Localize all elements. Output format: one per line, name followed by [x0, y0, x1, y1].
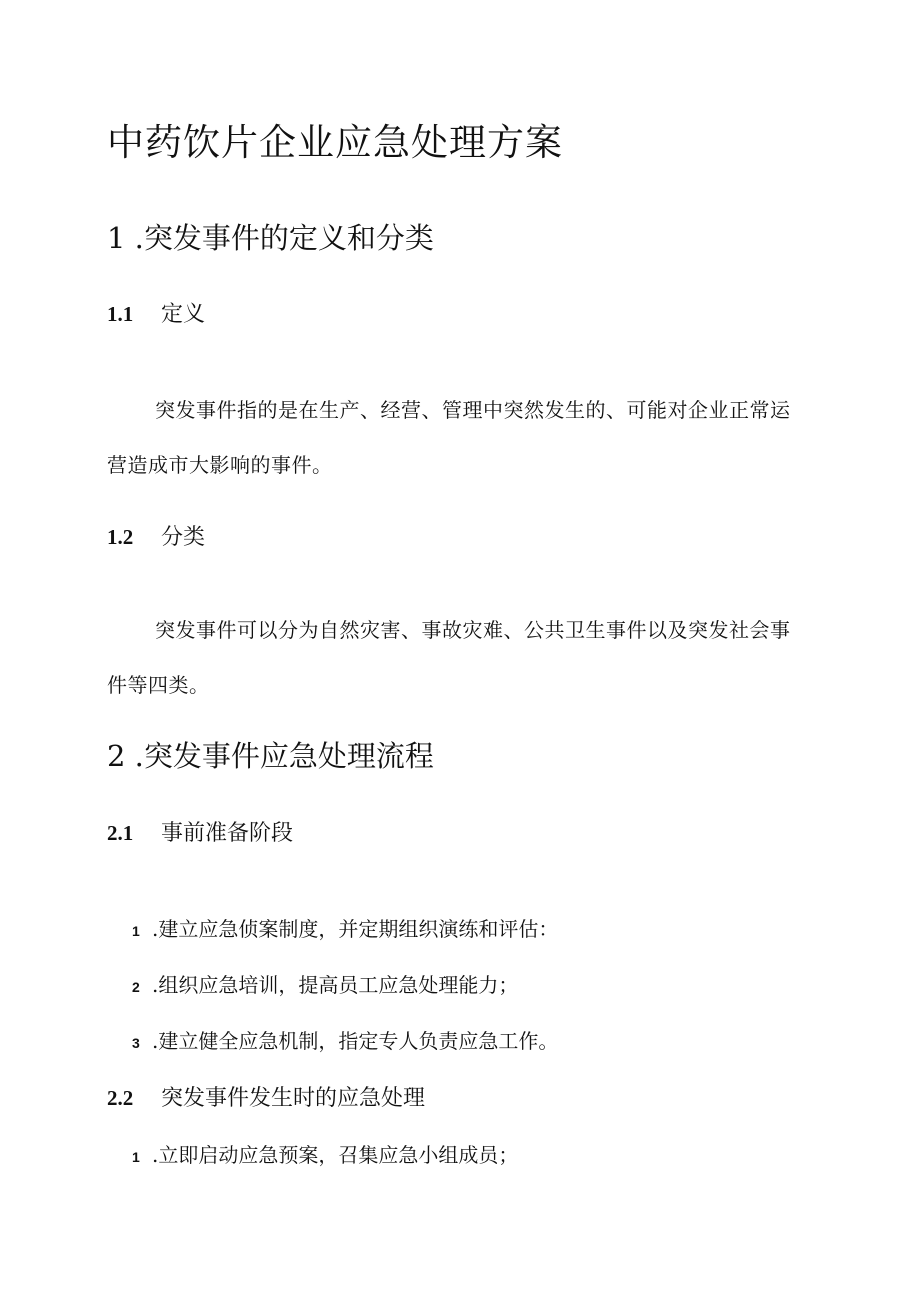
- subsection-number: 1.1: [107, 302, 134, 326]
- subsection-heading-2-1: [107, 816, 293, 847]
- section-heading-1: 1 .突发事件的定义和分类: [107, 221, 434, 255]
- list-item-text: .立即启动应急预案，召集应急小组成员；: [152, 1143, 519, 1167]
- list-item-number: 1: [132, 923, 140, 939]
- list-item-number: 3: [132, 1035, 140, 1051]
- subsection-title: 突发事件发生时的应急处理: [161, 1086, 426, 1111]
- list-item-number: 1: [132, 1149, 140, 1165]
- paragraph-classification: 突发事件可以分为自然灾害、事故灾难、公共卫生事件以及突发社会事件等四类。: [107, 618, 791, 697]
- subsection-heading-2-2: [107, 1081, 425, 1112]
- list-item: [132, 1025, 558, 1054]
- subsection-number: 2.1: [107, 821, 134, 845]
- subsection-number: 1.2: [107, 525, 134, 549]
- list-item: [132, 1139, 518, 1168]
- subsection-title: 事前准备阶段: [161, 821, 294, 846]
- subsection-heading-1-1: [107, 297, 205, 328]
- list-item-number: 2: [132, 979, 140, 995]
- list-item: [132, 969, 518, 998]
- section-heading-2: 2 .突发事件应急处理流程: [107, 739, 434, 773]
- subsection-title: 定义: [161, 302, 206, 327]
- list-item-text: .建立健全应急机制，指定专人负责应急工作。: [152, 1029, 559, 1053]
- subsection-number: 2.2: [107, 1086, 134, 1110]
- subsection-heading-1-2: [107, 520, 205, 551]
- list-item: [132, 913, 558, 942]
- list-item-text: .建立应急侦案制度，并定期组织演练和评估：: [152, 917, 559, 941]
- document-title: 中药饮片企业应急处理方案: [107, 121, 563, 164]
- subsection-title: 分类: [161, 525, 206, 550]
- list-item-text: .组织应急培训，提高员工应急处理能力；: [152, 973, 519, 997]
- paragraph-definition: 突发事件指的是在生产、经营、管理中突然发生的、可能对企业正常运营造成市大影响的事件。: [107, 398, 791, 477]
